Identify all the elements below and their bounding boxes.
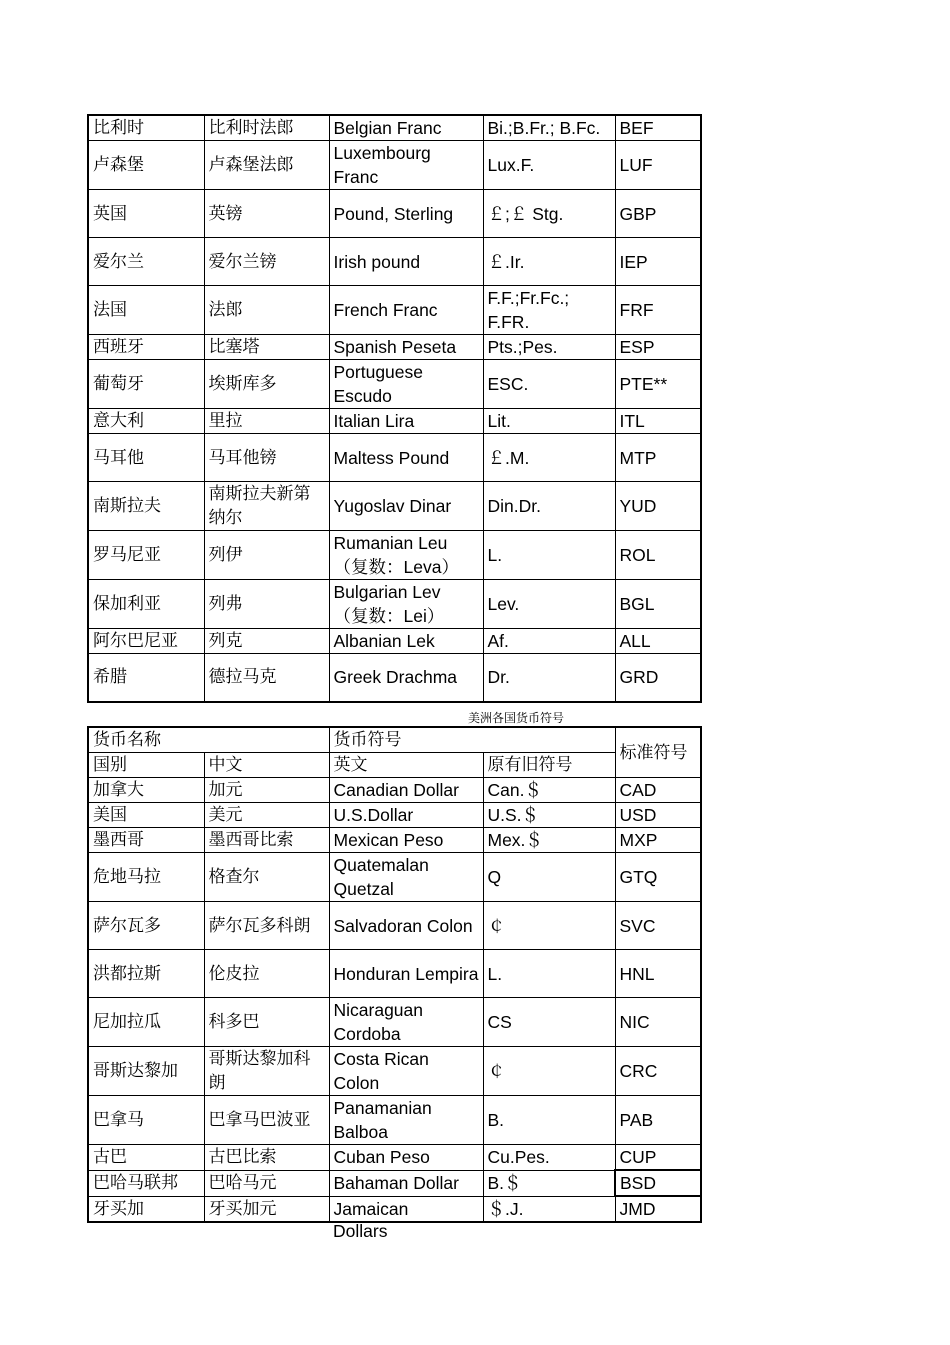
country-cell: 尼加拉瓜 xyxy=(88,998,204,1047)
old-symbol-cell: ￡;￡ Stg. xyxy=(483,190,615,238)
old-symbol-cell: Lux.F. xyxy=(483,141,615,190)
table-row xyxy=(88,238,701,286)
old-symbol-cell: Lit. xyxy=(483,409,615,434)
table-row xyxy=(88,580,701,629)
table-row xyxy=(88,190,701,238)
chinese-name-cell: 牙买加元 xyxy=(204,1196,329,1222)
country-cell: 阿尔巴尼亚 xyxy=(88,629,204,654)
english-name-cell: Yugoslav Dinar xyxy=(329,482,483,531)
chinese-name-cell: 爱尔兰镑 xyxy=(204,238,329,286)
english-name-cell: Panamanian Balboa xyxy=(329,1096,483,1145)
chinese-name-cell: 伦皮拉 xyxy=(204,950,329,998)
chinese-name-cell: 加元 xyxy=(204,778,329,803)
old-symbol-cell: Af. xyxy=(483,629,615,654)
english-name-cell: Canadian Dollar xyxy=(329,778,483,803)
chinese-name-cell: 比塞塔 xyxy=(204,335,329,360)
table-row xyxy=(88,803,701,828)
country-cell: 巴哈马联邦 xyxy=(88,1170,204,1196)
table-row xyxy=(88,1196,701,1222)
standard-symbol-cell: USD xyxy=(615,803,701,828)
old-symbol-cell: ￡.Ir. xyxy=(483,238,615,286)
old-symbol-cell: ￠ xyxy=(483,902,615,950)
english-name-cell: Greek Drachma xyxy=(329,654,483,702)
country-cell: 马耳他 xyxy=(88,434,204,482)
english-name-cell: Belgian Franc xyxy=(329,115,483,141)
country-cell: 法国 xyxy=(88,286,204,335)
english-name-cell: Mexican Peso xyxy=(329,828,483,853)
table-row xyxy=(88,115,701,141)
standard-symbol-cell: NIC xyxy=(615,998,701,1047)
english-name-cell: Bulgarian Lev （复数：Lei） xyxy=(329,580,483,629)
english-name-cell: Quatemalan Quetzal xyxy=(329,853,483,902)
english-name-cell: Maltess Pound xyxy=(329,434,483,482)
table-row xyxy=(88,360,701,409)
table-row xyxy=(88,482,701,531)
table-row xyxy=(88,902,701,950)
chinese-name-cell: 南斯拉夫新第纳尔 xyxy=(204,482,329,531)
standard-symbol-cell: YUD xyxy=(615,482,701,531)
english-name-cell: Portuguese Escudo xyxy=(329,360,483,409)
chinese-name-cell: 巴哈马元 xyxy=(204,1170,329,1196)
currency-symbol-header: 货币符号 xyxy=(329,727,615,753)
country-cell: 古巴 xyxy=(88,1145,204,1171)
country-cell: 西班牙 xyxy=(88,335,204,360)
english-name-cell: Jamaican xyxy=(329,1196,483,1222)
country-cell: 加拿大 xyxy=(88,778,204,803)
table-row xyxy=(88,1145,701,1171)
europe-currency-table xyxy=(87,114,702,703)
chinese-name-cell: 古巴比索 xyxy=(204,1145,329,1171)
chinese-name-cell: 巴拿马巴波亚 xyxy=(204,1096,329,1145)
old-symbol-cell: Can.＄ xyxy=(483,778,615,803)
english-name-cell: Italian Lira xyxy=(329,409,483,434)
standard-symbol-cell: CAD xyxy=(615,778,701,803)
english-name-cell: U.S.Dollar xyxy=(329,803,483,828)
standard-symbol-cell: IEP xyxy=(615,238,701,286)
chinese-name-cell: 里拉 xyxy=(204,409,329,434)
old-symbol-cell: L. xyxy=(483,531,615,580)
old-symbol-cell: Mex.＄ xyxy=(483,828,615,853)
standard-symbol-cell: MTP xyxy=(615,434,701,482)
standard-symbol-cell: CUP xyxy=(615,1145,701,1171)
old-symbol-cell: CS xyxy=(483,998,615,1047)
english-name-cell: French Franc xyxy=(329,286,483,335)
old-symbol-cell: Din.Dr. xyxy=(483,482,615,531)
country-cell: 保加利亚 xyxy=(88,580,204,629)
old-symbol-cell: U.S.＄ xyxy=(483,803,615,828)
country-cell: 哥斯达黎加 xyxy=(88,1047,204,1096)
standard-symbol-cell: BEF xyxy=(615,115,701,141)
english-name-cell: Nicaraguan Cordoba xyxy=(329,998,483,1047)
country-cell: 巴拿马 xyxy=(88,1096,204,1145)
country-cell: 危地马拉 xyxy=(88,853,204,902)
old-symbol-cell: Q xyxy=(483,853,615,902)
chinese-name-cell: 墨西哥比索 xyxy=(204,828,329,853)
table-row xyxy=(88,531,701,580)
americas-caption: 美洲各国货币符号 xyxy=(468,711,565,725)
subheader-row xyxy=(88,753,701,778)
table-row xyxy=(88,434,701,482)
table-row xyxy=(88,853,701,902)
chinese-name-cell: 美元 xyxy=(204,803,329,828)
country-cell: 南斯拉夫 xyxy=(88,482,204,531)
country-cell: 爱尔兰 xyxy=(88,238,204,286)
chinese-name-cell: 比利时法郎 xyxy=(204,115,329,141)
english-name-cell: Luxembourg Franc xyxy=(329,141,483,190)
english-name-cell: Irish pound xyxy=(329,238,483,286)
old-symbol-cell: B.＄ xyxy=(483,1170,615,1196)
standard-symbol-cell: ESP xyxy=(615,335,701,360)
old-symbol-cell: ＄.J. xyxy=(483,1196,615,1222)
country-cell: 卢森堡 xyxy=(88,141,204,190)
chinese-name-cell: 列克 xyxy=(204,629,329,654)
old-symbol-cell: ￡.M. xyxy=(483,434,615,482)
old-symbol-cell: Lev. xyxy=(483,580,615,629)
chinese-name-cell: 列弗 xyxy=(204,580,329,629)
country-cell: 墨西哥 xyxy=(88,828,204,853)
standard-symbol-cell: JMD xyxy=(615,1196,701,1222)
standard-symbol-cell: FRF xyxy=(615,286,701,335)
table-row xyxy=(88,141,701,190)
old-symbol-cell: ESC. xyxy=(483,360,615,409)
table-row xyxy=(88,286,701,335)
country-cell: 比利时 xyxy=(88,115,204,141)
english-name-cell: Rumanian Leu （复数：Leva） xyxy=(329,531,483,580)
standard-symbol-cell: PAB xyxy=(615,1096,701,1145)
standard-symbol-cell: BSD xyxy=(615,1170,701,1196)
english-header: 英文 xyxy=(329,753,483,778)
table-row xyxy=(88,998,701,1047)
chinese-header: 中文 xyxy=(204,753,329,778)
old-symbol-cell: L. xyxy=(483,950,615,998)
old-symbol-cell: Dr. xyxy=(483,654,615,702)
english-name-cell: Spanish Peseta xyxy=(329,335,483,360)
standard-symbol-cell: PTE** xyxy=(615,360,701,409)
chinese-name-cell: 卢森堡法郎 xyxy=(204,141,329,190)
standard-symbol-cell: GTQ xyxy=(615,853,701,902)
old-symbol-cell: Cu.Pes. xyxy=(483,1145,615,1171)
country-cell: 葡萄牙 xyxy=(88,360,204,409)
jamaican-dollars-overflow-text: Dollars xyxy=(333,1221,388,1241)
header-row xyxy=(88,727,701,753)
country-cell: 英国 xyxy=(88,190,204,238)
standard-symbol-cell: MXP xyxy=(615,828,701,853)
standard-symbol-cell: LUF xyxy=(615,141,701,190)
standard-symbol-cell: SVC xyxy=(615,902,701,950)
country-cell: 洪都拉斯 xyxy=(88,950,204,998)
country-cell: 罗马尼亚 xyxy=(88,531,204,580)
english-name-cell: Salvadoran Colon xyxy=(329,902,483,950)
chinese-name-cell: 埃斯库多 xyxy=(204,360,329,409)
english-name-cell: Bahaman Dollar xyxy=(329,1170,483,1196)
table-row xyxy=(88,1047,701,1096)
table-row xyxy=(88,1096,701,1145)
standard-symbol-cell: BGL xyxy=(615,580,701,629)
english-name-cell: Honduran Lempira xyxy=(329,950,483,998)
table-row xyxy=(88,1170,701,1196)
standard-symbol-header: 标准符号 xyxy=(615,727,701,778)
old-symbol-cell: B. xyxy=(483,1096,615,1145)
chinese-name-cell: 列伊 xyxy=(204,531,329,580)
country-header: 国别 xyxy=(88,753,204,778)
standard-symbol-cell: HNL xyxy=(615,950,701,998)
english-name-cell: Cuban Peso xyxy=(329,1145,483,1171)
standard-symbol-cell: ITL xyxy=(615,409,701,434)
table-row xyxy=(88,409,701,434)
english-name-cell: Albanian Lek xyxy=(329,629,483,654)
table-row xyxy=(88,778,701,803)
table-row xyxy=(88,950,701,998)
chinese-name-cell: 德拉马克 xyxy=(204,654,329,702)
country-cell: 希腊 xyxy=(88,654,204,702)
standard-symbol-cell: GRD xyxy=(615,654,701,702)
old-symbol-cell: Bi.;B.Fr.; B.Fc. xyxy=(483,115,615,141)
table-row xyxy=(88,629,701,654)
chinese-name-cell: 法郎 xyxy=(204,286,329,335)
standard-symbol-cell: ROL xyxy=(615,531,701,580)
country-cell: 牙买加 xyxy=(88,1196,204,1222)
table-row xyxy=(88,828,701,853)
country-cell: 萨尔瓦多 xyxy=(88,902,204,950)
old-symbol-cell: F.F.;Fr.Fc.; F.FR. xyxy=(483,286,615,335)
english-name-cell: Costa Rican Colon xyxy=(329,1047,483,1096)
english-name-cell: Pound, Sterling xyxy=(329,190,483,238)
old-symbol-header: 原有旧符号 xyxy=(483,753,615,778)
old-symbol-cell: Pts.;Pes. xyxy=(483,335,615,360)
americas-currency-table xyxy=(87,726,702,1223)
chinese-name-cell: 马耳他镑 xyxy=(204,434,329,482)
table-row xyxy=(88,335,701,360)
table-row xyxy=(88,654,701,702)
standard-symbol-cell: GBP xyxy=(615,190,701,238)
chinese-name-cell: 科多巴 xyxy=(204,998,329,1047)
country-cell: 意大利 xyxy=(88,409,204,434)
chinese-name-cell: 格查尔 xyxy=(204,853,329,902)
old-symbol-cell: ￠ xyxy=(483,1047,615,1096)
standard-symbol-cell: ALL xyxy=(615,629,701,654)
country-cell: 美国 xyxy=(88,803,204,828)
standard-symbol-cell: CRC xyxy=(615,1047,701,1096)
currency-name-header: 货币名称 xyxy=(88,727,329,753)
chinese-name-cell: 萨尔瓦多科朗 xyxy=(204,902,329,950)
chinese-name-cell: 英镑 xyxy=(204,190,329,238)
chinese-name-cell: 哥斯达黎加科朗 xyxy=(204,1047,329,1096)
